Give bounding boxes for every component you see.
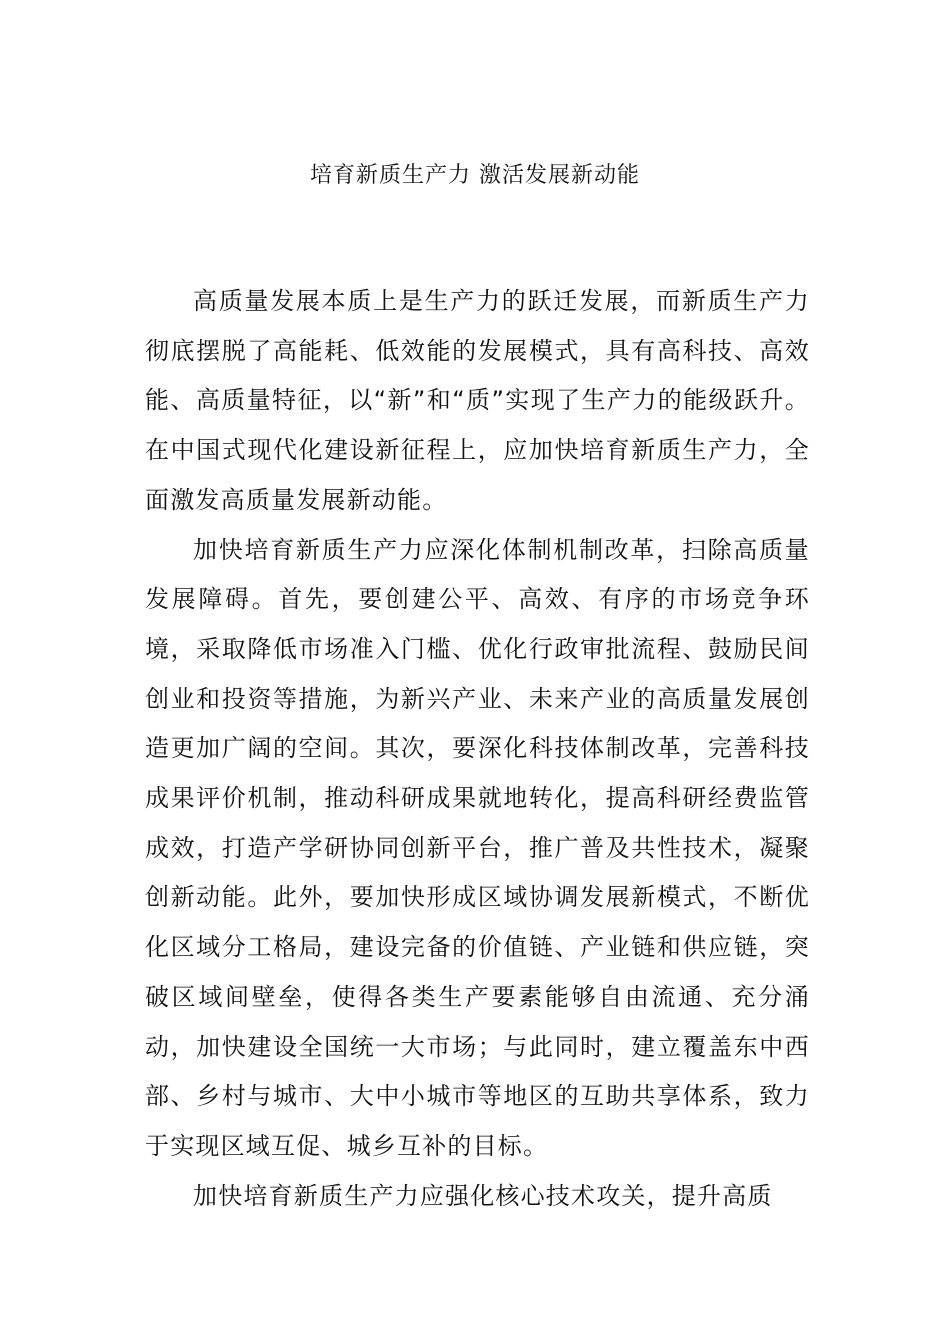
paragraph-1: 高质量发展本质上是生产力的跃迁发展，而新质生产力彻底摆脱了高能耗、低效能的发展模式，具有高科技、高效能、高质量特征，以“新”和“质”实现了生产力的能级跃升。在中国式现代化建设新征程上，应加快培育新质生产力，全面激发高质量发展新动能。: [145, 287, 810, 514]
document-title: 培育新质生产力 激活发展新动能: [310, 163, 640, 188]
document-body: [145, 277, 810, 1221]
paragraph-3: 加快培育新质生产力应强化核心技术攻关，提升高质: [193, 1181, 773, 1210]
paragraph-2: 加快培育新质生产力应深化体制机制改革，扫除高质量发展障碍。首先，要创建公平、高效、有序的市场竞争环境，采取降低市场准入门槛、优化行政审批流程、鼓励民间创业和投资等措施，为新兴产业、未来产业的高质量发展创造更加广阔的空间。其次，要深化科技体制改革，完善科技成果评价机制，推动科研成果就地转化，提高科研经费监管成效，打造产学研协同创新平台，推广普及共性技术，凝聚创新动能。此外，要加快形成区域协调发展新模式，不断优化区域分工格局，建设完备的价值链、产业链和供应链，突破区域间壁垒，使得各类生产要素能够自由流通、充分涌动，加快建设全国统一大市场；与此同时，建立覆盖东中西部、乡村与城市、大中小城市等地区的互助共享体系，致力于实现区域互促、城乡互补的目标。: [145, 535, 810, 1160]
